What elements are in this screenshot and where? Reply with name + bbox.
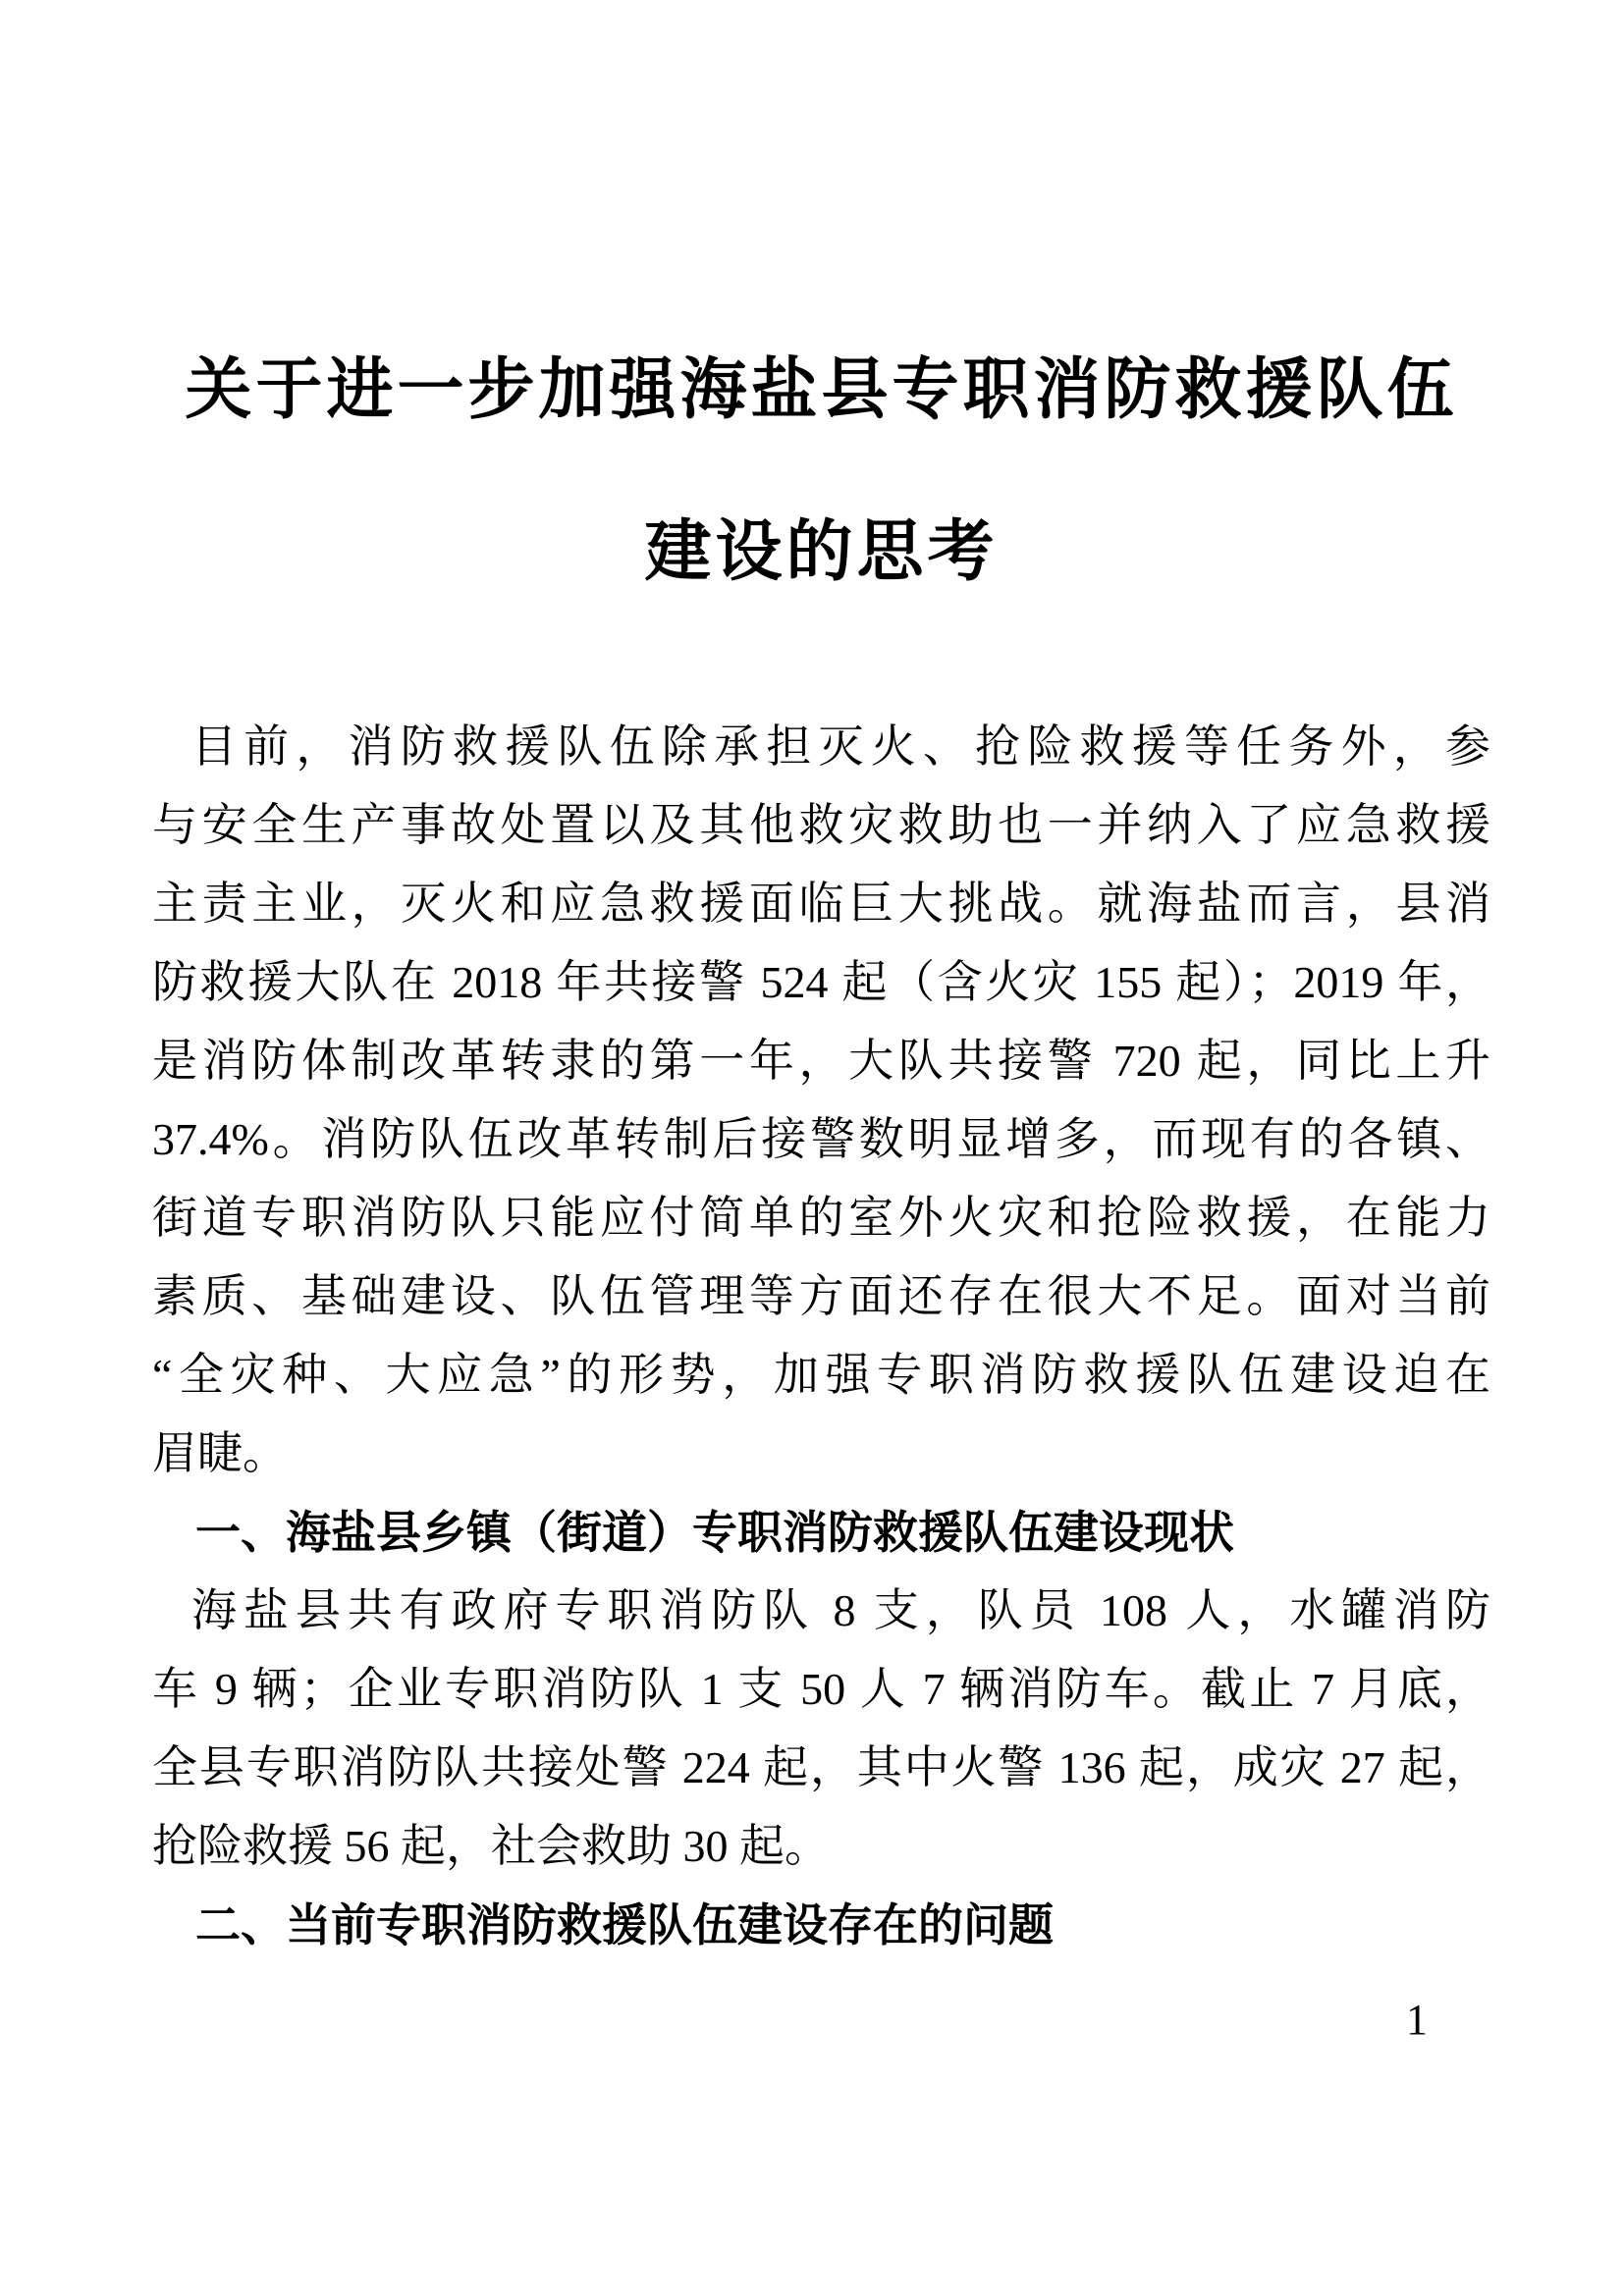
document-title-line-2: 建设的思考 — [644, 514, 999, 589]
paragraph-line: 37.4%。消防队伍改革转制后接警数明显增多，而现有的各镇、 — [152, 1114, 1490, 1164]
paragraph-line: 是消防体制改革转隶的第一年，大队共接警 720 起，同比上升 — [152, 1036, 1491, 1086]
paragraph-line: 防救援大队在 2018 年共接警 524 起（含火灾 155 起）；2019 年， — [152, 957, 1490, 1007]
paragraph-line: 素质、基础建设、队伍管理等方面还存在很大不足。面对当前 — [152, 1271, 1490, 1321]
paragraph-line: 街道专职消防队只能应付简单的室外火灾和抢险救援，在能力 — [152, 1193, 1490, 1243]
paragraph-line: 眉睫。 — [152, 1428, 288, 1478]
paragraph-line: 海盐县共有政府专职消防队 8 支，队员 108 人，水罐消防 — [191, 1585, 1490, 1635]
paragraph-line: 与安全生产事故处置以及其他救灾救助也一并纳入了应急救援 — [152, 800, 1490, 850]
page-number: 1 — [1406, 1996, 1428, 2044]
section-heading-2: 二、当前专职消防救援队伍建设存在的问题 — [195, 1899, 1054, 1950]
document-title-line-1: 关于进一步加强海盐县专职消防救援队伍 — [185, 352, 1458, 427]
document-title — [152, 309, 1490, 633]
paragraph-line: 全县专职消防队共接处警 224 起，其中火警 136 起，成灾 27 起， — [152, 1742, 1490, 1792]
paragraph-line: 抢险救援 56 起，社会救助 30 起。 — [152, 1821, 830, 1871]
paragraph-line: 目前，消防救援队伍除承担灭火、抢险救援等任务外，参 — [191, 721, 1490, 772]
paragraph-line: 主责主业，灭火和应急救援面临巨大挑战。就海盐而言，县消 — [152, 879, 1490, 929]
paragraph-line: “全灾种、大应急”的形势，加强专职消防救援队伍建设迫在 — [152, 1350, 1490, 1400]
paragraph-line: 车 9 辆；企业专职消防队 1 支 50 人 7 辆消防车。截止 7 月底， — [152, 1664, 1490, 1714]
document-content — [0, 309, 1624, 1964]
document-body — [152, 708, 1490, 1964]
section-heading-1: 一、海盐县乡镇（街道）专职消防救援队伍建设现状 — [195, 1507, 1234, 1558]
